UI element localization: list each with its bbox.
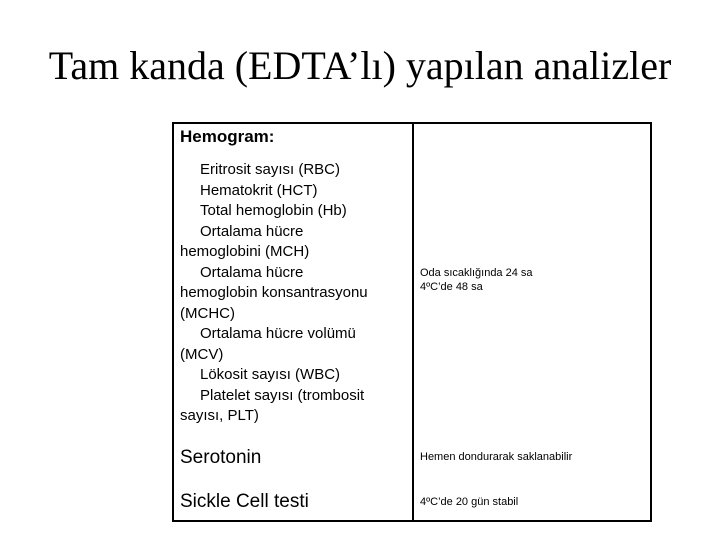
- list-item-hct: Hematokrit (HCT): [200, 181, 318, 199]
- list-item-mchc-line2: hemoglobin konsantrasyonu: [180, 284, 368, 301]
- analysis-table: [172, 122, 652, 522]
- list-item-hb: Total hemoglobin (Hb): [200, 202, 347, 219]
- sickle-cell-storage-cell: 4ºC’de 20 gün stabil: [420, 496, 519, 508]
- list-item-mch-line2: hemoglobini (MCH): [180, 243, 310, 260]
- list-item-plt-line1: Platelet sayısı (trombosit: [200, 386, 365, 404]
- sickle-cell-test-cell: Sickle Cell testi: [180, 491, 309, 512]
- serotonin-storage-cell: Hemen dondurarak saklanabilir: [420, 451, 573, 463]
- list-item-mch-line1: Ortalama hücre: [200, 222, 304, 240]
- list-item-plt-line2: sayısı, PLT): [180, 407, 259, 424]
- storage-note-line1: Oda sıcaklığında 24 sa: [420, 267, 533, 279]
- list-item-mcv-line1: Ortalama hücre volümü: [200, 325, 356, 342]
- hemogram-header: Hemogram:: [180, 127, 275, 146]
- list-item-mchc-line1: Ortalama hücre: [200, 263, 304, 281]
- hemogram-cell: [180, 126, 406, 427]
- storage-note-line2: 4ºC’de 48 sa: [420, 281, 483, 293]
- list-item-wbc: Lökosit sayısı (WBC): [200, 366, 341, 383]
- serotonin-cell: Serotonin: [180, 447, 262, 468]
- slide-title: Tam kanda (EDTA’lı) yapılan analizler: [48, 43, 672, 88]
- list-item-rbc: Eritrosit sayısı (RBC): [200, 161, 341, 178]
- column-divider: [412, 124, 414, 520]
- hemogram-storage-cell: [420, 266, 648, 294]
- list-item-mchc-line3: (MCHC): [180, 304, 235, 322]
- list-item-mcv-line2: (MCV): [180, 345, 224, 363]
